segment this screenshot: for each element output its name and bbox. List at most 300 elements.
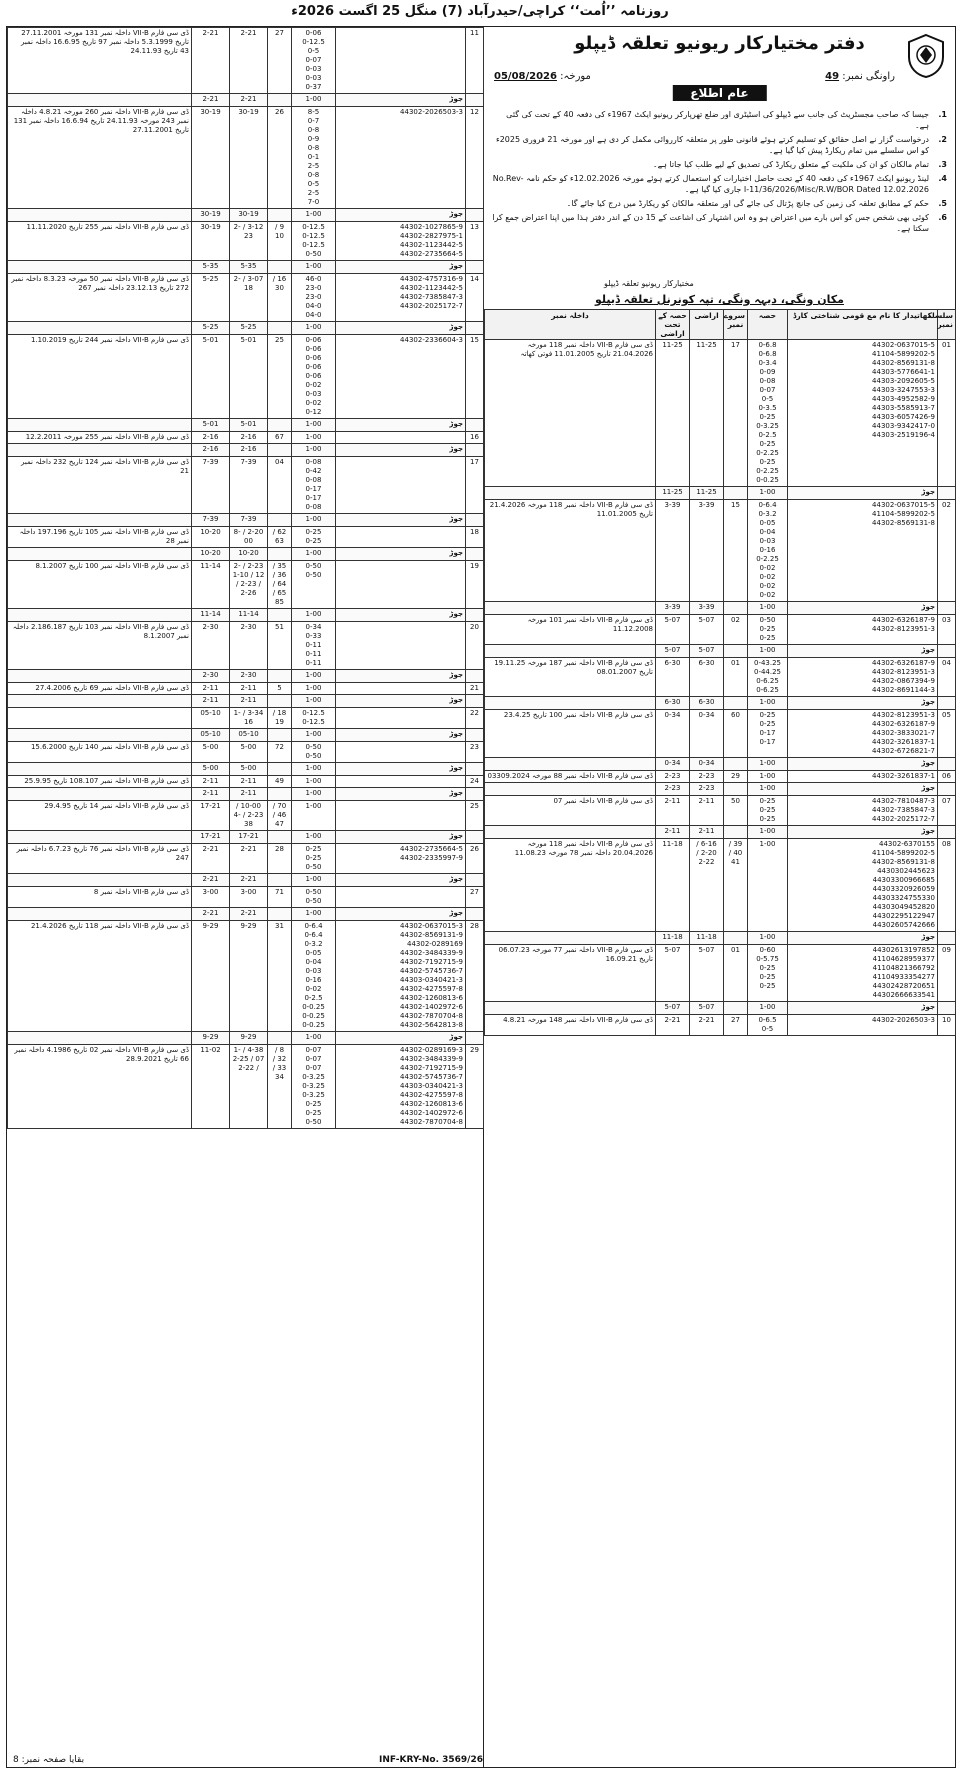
share-cell [292, 708, 336, 729]
total-spacer [268, 609, 292, 622]
total-share-area: 2-11 [192, 695, 230, 708]
register-row [8, 335, 484, 419]
total-area: 30-19 [230, 209, 268, 222]
share-cell-line: 0-02 [305, 381, 322, 389]
share-cell-line: 0-03 [305, 74, 322, 82]
total-area: 2-21 [230, 874, 268, 887]
share-cell-line: 0-07 [305, 1046, 322, 1054]
total-share: 1-00 [292, 788, 336, 801]
survey-cell: 28 [268, 844, 292, 874]
serial-cell: 03 [938, 615, 956, 645]
total-spacer [485, 487, 656, 500]
total-share: 1-00 [748, 645, 788, 658]
total-area: 6-30 [690, 697, 724, 710]
total-share: 1-00 [292, 548, 336, 561]
owner-cell-line: 44303-6057426-9 [872, 413, 935, 421]
footer [13, 1755, 483, 1765]
survey-cell: 50 [724, 796, 748, 826]
total-share: 1-00 [292, 1032, 336, 1045]
total-spacer [8, 788, 192, 801]
total-share-area: 5-07 [656, 645, 690, 658]
total-area: 2-11 [690, 826, 724, 839]
owner-cell-line: 44302-2827975-1 [400, 232, 463, 240]
owner-cell [788, 771, 938, 783]
owner-cell [788, 658, 938, 697]
share-cell [748, 771, 788, 783]
total-row [8, 514, 484, 527]
total-share-area: 5-07 [656, 1002, 690, 1015]
share-cell-line: 0-02 [305, 399, 322, 407]
total-area: 2-11 [230, 695, 268, 708]
serial-cell: 09 [938, 945, 956, 1002]
col-area: اراضی [690, 310, 724, 340]
share-cell-line: 0-50 [305, 1118, 322, 1126]
total-label: جوڑ [788, 645, 938, 658]
share-cell-line: 0-0.25 [302, 1012, 325, 1020]
survey-cell: 16 / 30 [268, 274, 292, 322]
owner-cell-line: 44302-5642813-8 [400, 1021, 463, 1029]
owner-cell-line: 44302-2025172-7 [872, 815, 935, 823]
owner-cell-line: 44303324755330 [872, 894, 935, 902]
owner-cell-line: 44302-1260813-6 [400, 994, 463, 1002]
total-share: 1-00 [292, 94, 336, 107]
owner-cell-line: 44302-7870704-8 [400, 1118, 463, 1126]
col-share: حصہ [748, 310, 788, 340]
register-row [8, 107, 484, 209]
share-cell [292, 844, 336, 874]
entry-cell: ڈی سی فارم VII-B داخلہ نمبر 88 مورخہ 03309.2024 [485, 771, 656, 783]
owner-cell [788, 710, 938, 758]
serial-cell: 18 [466, 527, 484, 548]
paragraph-number: 6. [938, 213, 947, 222]
total-spacer [466, 670, 484, 683]
total-share: 1-00 [292, 874, 336, 887]
notice-paragraph [492, 198, 947, 209]
serial-cell: 16 [466, 432, 484, 444]
register-row [8, 708, 484, 729]
total-spacer [268, 419, 292, 432]
share-cell-line: 0-02 [759, 591, 776, 599]
survey-cell: 35 / 36 / 64 / 65 / 85 [268, 561, 292, 609]
entry-cell: ڈی سی فارم VII-B داخلہ نمبر 148 مورخہ 4.8.21 [485, 1015, 656, 1036]
entry-cell: ڈی سی فارم VII-B داخلہ نمبر 103 تاریخ 2.186.187 داخلہ نمبر 8.1.2007 [8, 622, 192, 670]
total-spacer [8, 695, 192, 708]
owner-cell-line: 44303-9342417-0 [872, 422, 935, 430]
owner-cell-line: 44302-0289169-3 [400, 1046, 463, 1054]
total-area: 17-21 [230, 831, 268, 844]
total-spacer [485, 645, 656, 658]
area-cell: 10-00 / 2-23 / 4-38 [230, 801, 268, 831]
register-row [8, 274, 484, 322]
area-cell: 7-39 [230, 457, 268, 514]
serial-cell: 20 [466, 622, 484, 670]
entry-cell: ڈی سی فارم VII-B داخلہ نمبر 50 مورخہ 8.3.23 داخلہ نمبر 272 تاریخ 23.12.13 داخلہ نمبر 267 [8, 274, 192, 322]
share-area-cell: 2-16 [192, 432, 230, 444]
survey-cell: 02 [724, 615, 748, 645]
owner-cell-line: 44303320926059 [872, 885, 935, 893]
entry-cell: ڈی سی فارم VII-B داخلہ نمبر 255 مورخہ 12.2.2011 [8, 432, 192, 444]
share-cell-line: 0-16 [305, 976, 322, 984]
total-spacer [8, 514, 192, 527]
total-spacer [268, 261, 292, 274]
share-area-cell: 7-39 [192, 457, 230, 514]
survey-cell: 49 [268, 776, 292, 788]
total-area: 2-21 [230, 94, 268, 107]
total-share: 1-00 [748, 602, 788, 615]
owner-cell-line: 44302295122947 [872, 912, 935, 920]
share-area-cell: 2-21 [656, 1015, 690, 1036]
total-area: 10-20 [230, 548, 268, 561]
total-area: 5-35 [230, 261, 268, 274]
share-cell [748, 710, 788, 758]
total-row [8, 908, 484, 921]
share-cell-line: 0-17 [759, 729, 776, 737]
total-share-area: 17-21 [192, 831, 230, 844]
total-share: 1-00 [292, 444, 336, 457]
register-row [485, 771, 956, 783]
total-label: جوڑ [336, 514, 466, 527]
total-share-area: 5-25 [192, 322, 230, 335]
share-cell-line: 0-04 [305, 958, 322, 966]
owner-cell-line: 44302-1123442-5 [400, 284, 463, 292]
owner-cell-line: 44303-3247553-3 [872, 386, 935, 394]
owner-cell [336, 844, 466, 874]
share-cell-line: 1-00 [759, 772, 776, 780]
total-spacer [938, 783, 956, 796]
ref-number [825, 71, 895, 82]
notice-paragraph [492, 109, 947, 131]
share-cell [292, 527, 336, 548]
share-cell-line: 0-17 [305, 494, 322, 502]
share-cell-line: 0-3.25 [302, 1073, 325, 1081]
total-label: جوڑ [336, 670, 466, 683]
owner-cell-line: 41104-5899202-5 [872, 849, 935, 857]
survey-cell: 70 / 46 / 47 [268, 801, 292, 831]
share-cell-line: 0-25 [759, 458, 776, 466]
owner-cell [788, 796, 938, 826]
total-area: 2-16 [230, 444, 268, 457]
area-cell: 2-16 [230, 432, 268, 444]
share-cell-line: 0-6.8 [758, 350, 777, 358]
total-area: 11-25 [690, 487, 724, 500]
share-cell-line: 0-16 [759, 546, 776, 554]
owner-cell-line: 44302-0637015-3 [400, 922, 463, 930]
total-spacer [8, 322, 192, 335]
total-row [8, 94, 484, 107]
total-label: جوڑ [336, 831, 466, 844]
total-row [485, 758, 956, 771]
share-cell-line: 0-25 [759, 711, 776, 719]
share-area-cell: 2-11 [656, 796, 690, 826]
share-cell-line: 23-0 [305, 284, 322, 292]
owner-cell-line: 44303-0340421-3 [400, 1082, 463, 1090]
total-spacer [938, 645, 956, 658]
share-cell-line: 0-03 [305, 967, 322, 975]
share-cell-line: 0-50 [759, 616, 776, 624]
register-row [8, 28, 484, 94]
share-area-cell: 2-21 [192, 28, 230, 94]
owner-cell-line: 44302-1027865-9 [400, 223, 463, 231]
share-cell-line: 0-3.25 [756, 422, 779, 430]
total-share-area: 2-21 [192, 94, 230, 107]
owner-cell-line: 41104-5899202-5 [872, 510, 935, 518]
survey-cell: 27 [268, 28, 292, 94]
share-cell-line: 0-7 [307, 117, 320, 125]
share-area-cell: 2-21 [192, 844, 230, 874]
survey-cell: 15 [724, 500, 748, 602]
owner-cell-line: 41104-5899202-5 [872, 350, 935, 358]
share-cell-line: 0-12.5 [302, 232, 325, 240]
total-spacer [8, 94, 192, 107]
owner-cell-line: 44302-8123951-3 [872, 711, 935, 719]
date-value: 05/08/2026 [494, 71, 557, 82]
entry-cell: ڈی سی فارم VII-B داخلہ نمبر 124 تاریخ 232 داخلہ نمبر 21 [8, 457, 192, 514]
survey-cell: 60 [724, 710, 748, 758]
total-spacer [938, 758, 956, 771]
paragraph-number: 5. [938, 199, 947, 208]
share-cell-line: 0-08 [305, 503, 322, 511]
survey-cell: 5 [268, 683, 292, 695]
share-cell-line: 0-08 [305, 458, 322, 466]
total-spacer [938, 487, 956, 500]
total-spacer [466, 695, 484, 708]
share-cell-line: 04-0 [305, 302, 322, 310]
area-cell: 3-34 / 1-16 [230, 708, 268, 729]
register-row [8, 432, 484, 444]
total-row [8, 548, 484, 561]
total-area: 11-18 [690, 932, 724, 945]
area-cell: 11-25 [690, 340, 724, 487]
total-spacer [724, 1002, 748, 1015]
share-cell-line: 0-11 [305, 659, 322, 667]
total-area: 7-39 [230, 514, 268, 527]
share-cell [292, 776, 336, 788]
share-cell [292, 683, 336, 695]
total-share-area: 2-16 [192, 444, 230, 457]
survey-cell: 31 [268, 921, 292, 1032]
share-cell-line: 0-2.5 [304, 994, 323, 1002]
owner-cell-line: 4430302445623 [877, 867, 935, 875]
ref-label: راونگی نمبر: [842, 71, 895, 82]
survey-cell: 01 [724, 658, 748, 697]
share-cell-line: 0-42 [305, 467, 322, 475]
register-row [8, 622, 484, 670]
total-row [8, 209, 484, 222]
serial-cell: 15 [466, 335, 484, 419]
share-cell-line: 0-0.25 [302, 1003, 325, 1011]
owner-cell [336, 921, 466, 1032]
total-share: 1-00 [292, 209, 336, 222]
total-spacer [268, 670, 292, 683]
area-cell: 5-07 [690, 945, 724, 1002]
share-cell-line: 0-3.25 [302, 1082, 325, 1090]
total-label: جوڑ [336, 908, 466, 921]
total-label: جوڑ [336, 729, 466, 742]
owner-cell-line: 44302-4275597-8 [400, 1091, 463, 1099]
share-area-cell: 30-19 [192, 222, 230, 261]
total-label: جوڑ [336, 1032, 466, 1045]
register-row [485, 658, 956, 697]
page-value: 8 [13, 1755, 19, 1765]
owner-cell-line: 44302-7192715-9 [400, 1064, 463, 1072]
share-cell-line: 1-00 [305, 802, 322, 810]
entry-cell [8, 708, 192, 729]
share-cell [292, 887, 336, 908]
total-label: جوڑ [336, 609, 466, 622]
share-area-cell: 5-00 [192, 742, 230, 763]
owner-cell [336, 457, 466, 514]
total-spacer [466, 261, 484, 274]
total-spacer [268, 514, 292, 527]
serial-cell: 02 [938, 500, 956, 602]
share-cell-line: 0-08 [759, 377, 776, 385]
share-cell-line: 0-6.4 [304, 922, 323, 930]
owner-cell-line: 44302-4757316-9 [400, 275, 463, 283]
owner-cell [788, 500, 938, 602]
owner-cell-line: 44303-5585913-7 [872, 404, 935, 412]
owner-cell-line: 44302-4275597-8 [400, 985, 463, 993]
share-cell-line: 0-25 [759, 815, 776, 823]
register-row [485, 500, 956, 602]
owner-cell-line: 44302605742666 [872, 921, 935, 929]
share-cell-line: 0-3.5 [758, 404, 777, 412]
total-spacer [724, 932, 748, 945]
serial-cell: 27 [466, 887, 484, 908]
owner-cell-line: 41104628959377 [872, 955, 935, 963]
share-cell-line: 0-25 [759, 973, 776, 981]
serial-cell: 13 [466, 222, 484, 261]
entry-cell: ڈی سی فارم VII-B داخلہ نمبر 187 مورخہ 19.11.25 تاریخ 08.01.2007 [485, 658, 656, 697]
paragraph-number: 2. [938, 135, 947, 144]
share-cell-line: 0-1 [307, 153, 320, 161]
total-row [8, 763, 484, 776]
total-share: 1-00 [292, 609, 336, 622]
total-row [8, 609, 484, 622]
share-cell-line: 0-3.4 [758, 359, 777, 367]
share-cell-line: 1-00 [305, 684, 322, 692]
notice-paragraph [492, 173, 947, 195]
survey-cell: 8 / 32 / 33 / 34 [268, 1045, 292, 1129]
share-cell-line: 0-34 [305, 623, 322, 631]
share-cell-line: 0-25 [305, 528, 322, 536]
total-row [8, 788, 484, 801]
survey-cell: 27 [724, 1015, 748, 1036]
total-share-area: 11-25 [656, 487, 690, 500]
entry-cell: ڈی سی فارم VII-B داخلہ نمبر 76 تاریخ 6.7.23 داخلہ نمبر 247 [8, 844, 192, 874]
serial-cell: 21 [466, 683, 484, 695]
share-cell [748, 839, 788, 932]
share-cell-line: 0-6.4 [304, 931, 323, 939]
total-row [485, 602, 956, 615]
serial-cell: 17 [466, 457, 484, 514]
entry-cell: ڈی سی فارم VII-B داخلہ نمبر 255 تاریخ 11.11.2020 [8, 222, 192, 261]
total-label: جوڑ [788, 826, 938, 839]
total-spacer [268, 908, 292, 921]
owner-cell-line: 44302-2735664-5 [400, 845, 463, 853]
total-area: 2-23 [690, 783, 724, 796]
date-label: مورخہ: [560, 71, 591, 82]
share-cell-line: 0-37 [305, 83, 322, 91]
register-table-continued [7, 27, 484, 1129]
notice-date [494, 71, 591, 82]
share-cell-line: 46-0 [305, 275, 322, 283]
register-row [8, 921, 484, 1032]
notice-paragraph [492, 212, 947, 234]
total-label: جوڑ [336, 788, 466, 801]
register-row [8, 887, 484, 908]
share-cell-line: 0-6.25 [756, 677, 779, 685]
area-cell: 2-11 [230, 776, 268, 788]
total-spacer [485, 1002, 656, 1015]
area-cell: 9-29 [230, 921, 268, 1032]
owner-cell-line: 44302-3261837-1 [872, 738, 935, 746]
total-share: 1-00 [292, 514, 336, 527]
total-label: جوڑ [336, 444, 466, 457]
total-spacer [485, 697, 656, 710]
share-cell-line: 0-6.25 [756, 686, 779, 694]
serial-cell: 22 [466, 708, 484, 729]
office-header [484, 27, 955, 103]
total-label: جوڑ [336, 94, 466, 107]
area-cell: 2-30 [230, 622, 268, 670]
total-share-area: 05-10 [192, 729, 230, 742]
owner-cell [788, 1015, 938, 1036]
total-spacer [938, 932, 956, 945]
share-area-cell: 11-25 [656, 340, 690, 487]
entry-cell: ڈی سی فارم VII-B داخلہ نمبر 131 مورخہ 27.11.2001 تاریخ 5.3.1999 داخلہ نمبر 97 تاریخ 16.6.95 داخلہ نمبر 43 تاریخ 24.11.93 [8, 28, 192, 94]
total-area: 3-39 [690, 602, 724, 615]
total-label: جوڑ [788, 602, 938, 615]
total-spacer [268, 831, 292, 844]
total-spacer [724, 697, 748, 710]
register-row [8, 1045, 484, 1129]
serial-cell: 04 [938, 658, 956, 697]
share-cell-line: 0-25 [759, 982, 776, 990]
total-share: 1-00 [748, 697, 788, 710]
owner-cell [336, 708, 466, 729]
area-cell: 3-07 / 2-18 [230, 274, 268, 322]
share-cell-line: 2-5 [307, 189, 320, 197]
total-spacer [485, 783, 656, 796]
owner-cell [336, 776, 466, 788]
government-seal-icon [905, 33, 947, 79]
share-cell-line: 0-2.5 [758, 431, 777, 439]
area-cell: 2-23 / 2-12 / 1-10 / 2-23 / 2-26 [230, 561, 268, 609]
area-cell: 0-34 [690, 710, 724, 758]
total-share: 1-00 [292, 763, 336, 776]
total-row [8, 444, 484, 457]
total-spacer [938, 826, 956, 839]
total-share-area: 3-39 [656, 602, 690, 615]
share-cell-line: 0-50 [305, 562, 322, 570]
share-cell [292, 921, 336, 1032]
share-cell-line: 0-25 [759, 806, 776, 814]
share-cell-line: 0-07 [305, 1055, 322, 1063]
register-row [8, 527, 484, 548]
total-spacer [8, 261, 192, 274]
paragraph-text: حکم کے مطابق تعلقہ کی زمین کی جانچ پڑتال کی جائے گی اور متعلقہ مالکان کو ریکارڈ میں درج کیا جائے گا۔ [566, 199, 929, 208]
notice-paragraphs [484, 103, 955, 279]
newspaper-masthead: روزنامہ ’’اُمت‘‘ کراچی/حیدرآباد (7) منگل 25 اگست 2026ء [291, 4, 669, 19]
share-cell-line: 0-06 [305, 336, 322, 344]
survey-cell: 9 / 10 [268, 222, 292, 261]
total-spacer [466, 94, 484, 107]
paragraph-text: لینڈ ریونیو ایکٹ 1967ء کی دفعہ 40 کے تحت حاصل اختیارات کو استعمال کرتے ہوئے مورخہ 12.02.2026ء کو حکم نامہ No.Rev-I-11/36/2026/Misc/R.W/BOR Dated 12.02.2026 جاری کیا گیا ہے۔ [492, 174, 929, 194]
share-cell-line: 0-50 [305, 863, 322, 871]
share-cell-line: 0-50 [305, 897, 322, 905]
total-row [8, 695, 484, 708]
total-spacer [724, 783, 748, 796]
